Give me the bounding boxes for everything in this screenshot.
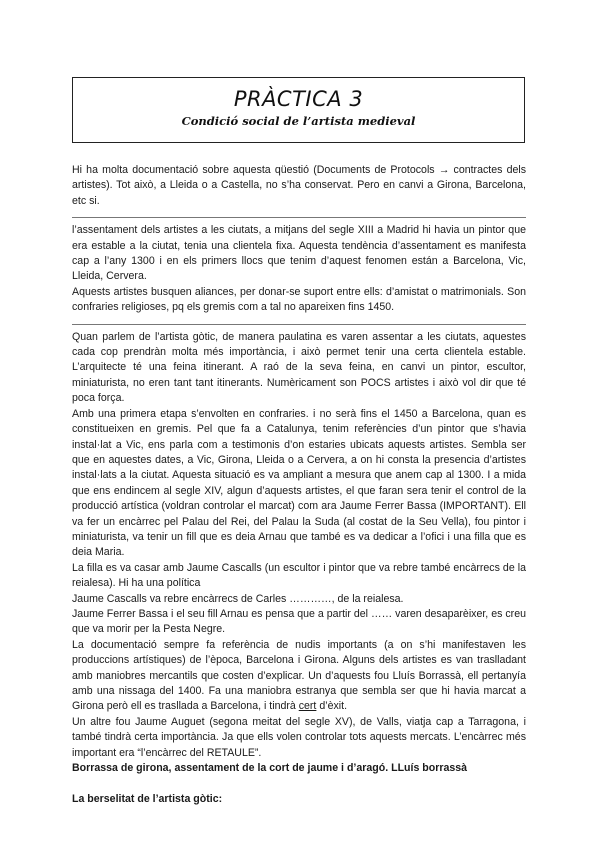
- paragraph-documentation-text: La documentació sempre fa referència de nudis importants (a on s’hi manifestaven les produccions artístiques) de l’època, Barcelona i Girona. Alguns dels artistes es van traslladant amb maniobres mercantils que costen d’explicar. Un d’aquests fou Lluís Borrassà, ell pertanyía amb una nissaga del 1400. Fa una maniobra estranya que sembla ser que hi havia marcat a Girona però ell es trasllada a Barcelona, i tindrà: [72, 638, 526, 713]
- page-subtitle: Condició social de l’artista medieval: [181, 114, 416, 128]
- title-box: [72, 77, 525, 143]
- paragraph-intro: Hi ha molta documentació sobre aquesta qüestió (Documents de Protocols → contractes dels artistes). Tot això, a Lleida o a Castella, no s’ha conservat. Pero en canvi a Girona, Barcelona, etc si.: [72, 164, 526, 207]
- paragraph-auguet: Un altre fou Jaume Auguet (segona meitat del segle XV), de Valls, viatja cap a Tarragona, i també tindrà certa importància. Ja que ells volen controlar tots aquests mercats. L’encàrrec més important era “l’encàrrec del RETAULE”.: [72, 715, 526, 759]
- section-heading: La berselitat de l’artista gòtic:: [72, 793, 223, 806]
- bold-note-borrassa: Borrassa de girona, assentament de la cort de jaume i d’aragó. LLuís borrassà: [72, 762, 468, 775]
- divider: [72, 324, 526, 325]
- paragraph-alliances: Aquests artistes busquen aliances, per donar-se suport entre ells: d’amistat o matrimonials. Son confraries religioses, pq els gremis com a tal no apareixen fins 1450.: [72, 285, 526, 314]
- paragraph-cascalls: Jaume Cascalls va rebre encàrrecs de Carles …………, de la reialesa.: [72, 592, 404, 605]
- underlined-word: cert: [298, 700, 317, 713]
- paragraph-documentation-end: d’èxit.: [316, 700, 348, 713]
- paragraph-ferrer-bassa: Jaume Ferrer Bassa i el seu fill Arnau es pensa que a partir del …… varen desaparèixer, es creu que va morir per la Pesta Negre.: [72, 607, 526, 636]
- paragraph-confraries: Amb una primera etapa s’envolten en confraries. i no serà fins el 1450 a Barcelona, quan es constitueixen en gremis. Pel que fa a Catalunya, tenim referències d’un pintor que s’havia instal·lat a Vic, ens parla com a testimonis d’on estaries ubicats aquests artistes. Sembla ser que en aquestes dates, a Vic, Girona, Lleida o a Cervera, a on hi consta la presencia d’artistes instal·lats a la ciutat. Aquesta situació es va ampliant a mesura que anem cap al 1300. I a mida que ens endincem al segle XIV, algun d’aquests artistes, el que faran sera tenir el control de la producció artística (voldran controlar el marcat) com ara Jaume Ferrer Bassa (IMPORTANT). Ell va fer un encàrrec pel Palau del Rei, del Palau la Suda (al costat de la Seu Vella), fou pintor i miniaturista, va tenir un fill que es deia Arnau que també es va dedicar a l’ofici i una filla que es deia Maria.: [72, 407, 526, 559]
- paragraph-daughter: La filla es va casar amb Jaume Cascalls (un escultor i pintor que va rebre també encàrrecs de la reialesa). Hi ha una política: [72, 561, 526, 590]
- divider: [72, 217, 526, 218]
- paragraph-gothic-artist: Quan parlem de l’artista gòtic, de manera paulatina es varen assentar a les ciutats, aquestes cada cop prendràn molta més importància, i això permet tenir una certa clientela estable. L’arquitecte té una feina itinerant. A raó de la seva feina, en canvi un pintor, escultor, miniaturista, no eren tant tant itinerants. Numèricament son POCS artistes i això vol dir que té poca força.: [72, 330, 526, 405]
- spacer: [72, 776, 526, 792]
- paragraph-settlement: l’assentament dels artistes a les ciutats, a mitjans del segle XIII a Madrid hi havia un pintor que era estable a la ciutat, tenia una clientela fixa. Aquesta tendència d’assentament es manifesta cap a l’any 1300 i en els primers llocs que tenim d’aquest fenomen están a Barcelona, Vic, Lleida, Cervera.: [72, 224, 526, 283]
- document-body: [72, 163, 526, 808]
- paragraph-documentation: [72, 638, 526, 715]
- page-title: PRÀCTICA 3: [233, 87, 364, 111]
